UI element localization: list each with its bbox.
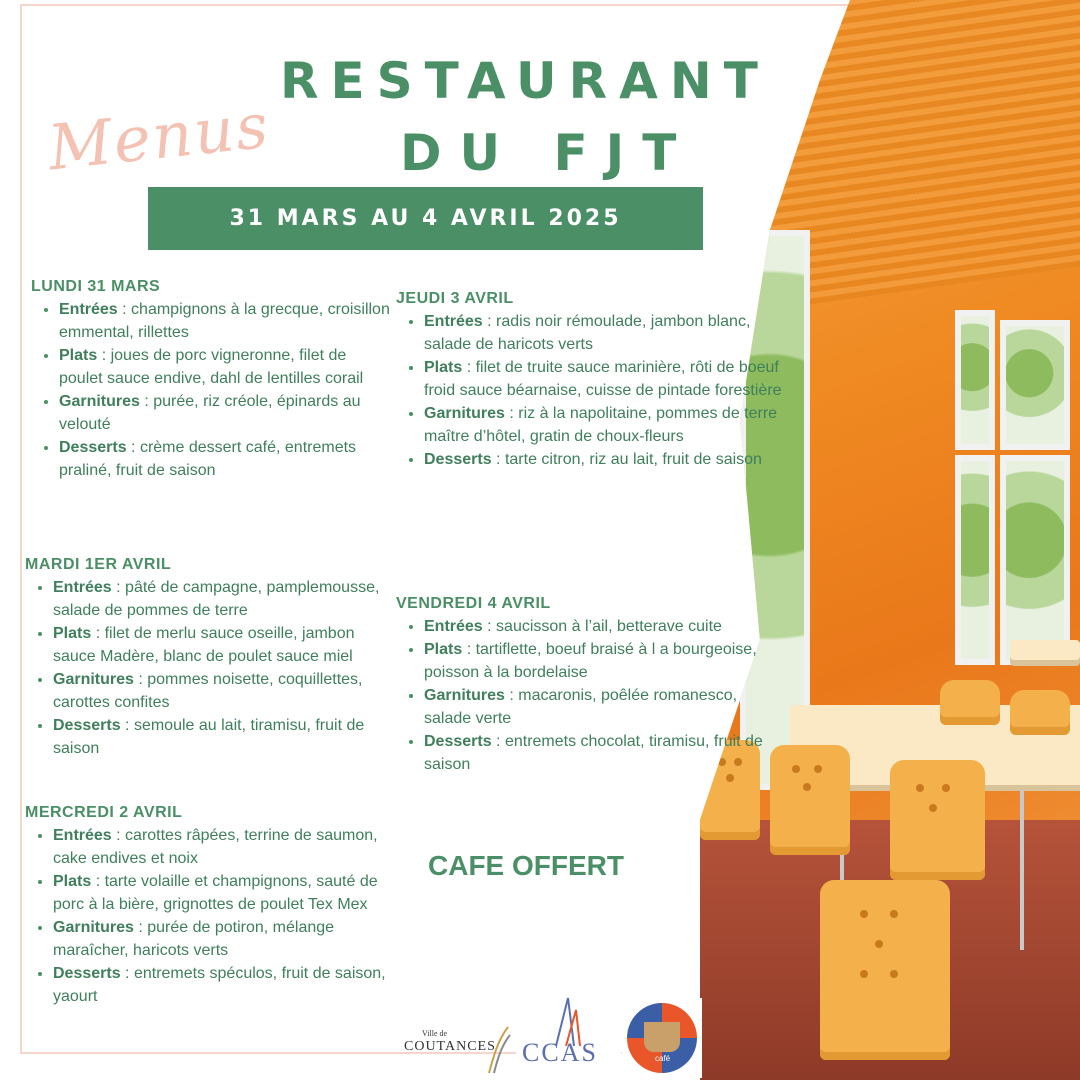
day-mardi [25, 556, 385, 760]
day-lundi [31, 278, 391, 482]
day-jeudi [396, 290, 786, 471]
coutances-logo: Ville de COUTANCES [404, 1025, 514, 1075]
day-vendredi [396, 595, 786, 776]
day-title: MERCREDI 2 AVRIL [25, 804, 183, 821]
list-item: • Desserts : semoule au lait, tiramisu, fruit de saison [53, 714, 385, 760]
day-mercredi [25, 804, 390, 1008]
list-item: • Entrées : champignons à la grecque, croisillon emmental, rillettes [59, 298, 391, 344]
day-title: MARDI 1ER AVRIL [25, 556, 172, 573]
cafe-logo: café [622, 998, 702, 1078]
list-item: • Desserts : entremets chocolat, tiramisu, fruit de saison [424, 730, 786, 776]
list-item: • Desserts : crème dessert café, entremets praliné, fruit de saison [59, 436, 391, 482]
list-item: • Entrées : saucisson à l’ail, betterave cuite [424, 615, 786, 638]
date-banner [148, 187, 703, 250]
list-item: • Plats : filet de merlu sauce oseille, jambon sauce Madère, blanc de poulet sauce miel [53, 622, 385, 668]
list-item: • Garnitures : purée de potiron, mélange maraîcher, haricots verts [53, 916, 390, 962]
menus-script-title: Menus [44, 88, 274, 185]
list-item: • Garnitures : pommes noisette, coquillettes, carottes confites [53, 668, 385, 714]
day-title: LUNDI 31 MARS [31, 278, 161, 295]
list-item: • Entrées : pâté de campagne, pamplemousse, salade de pommes de terre [53, 576, 385, 622]
list-item: • Plats : filet de truite sauce marinière, rôti de boeuf froid sauce béarnaise, cuisse de pintade forestière [424, 356, 786, 402]
day-title: JEUDI 3 AVRIL [396, 290, 514, 307]
list-item: • Garnitures : riz à la napolitaine, pommes de terre maître d’hôtel, gratin de choux-fleurs [424, 402, 786, 448]
ccas-logo: CCAS [516, 996, 621, 1078]
list-item: • Plats : tartiflette, boeuf braisé à l a bourgeoise, poisson à la bordelaise [424, 638, 786, 684]
title-restaurant: RESTAURANT [280, 52, 770, 110]
list-item: • Garnitures : macaronis, poêlée romanesco, salade verte [424, 684, 786, 730]
list-item: • Plats : joues de porc vigneronne, filet de poulet sauce endive, dahl de lentilles corail [59, 344, 391, 390]
cafe-offert-label: CAFE OFFERT [428, 850, 624, 881]
list-item: • Desserts : tarte citron, riz au lait, fruit de saison [424, 448, 786, 471]
list-item: • Entrées : radis noir rémoulade, jambon blanc, salade de haricots verts [424, 310, 786, 356]
list-item: • Entrées : carottes râpées, terrine de saumon, cake endives et noix [53, 824, 390, 870]
title-du-fjt: DU FJT [400, 124, 695, 182]
day-title: VENDREDI 4 AVRIL [396, 595, 551, 612]
date-banner-text: 31 MARS AU 4 AVRIL 2025 [229, 206, 622, 231]
list-item: • Garnitures : purée, riz créole, épinards au velouté [59, 390, 391, 436]
list-item: • Plats : tarte volaille et champignons, sauté de porc à la bière, grignottes de poulet Tex Mex [53, 870, 390, 916]
list-item: • Desserts : entremets spéculos, fruit de saison, yaourt [53, 962, 390, 1008]
